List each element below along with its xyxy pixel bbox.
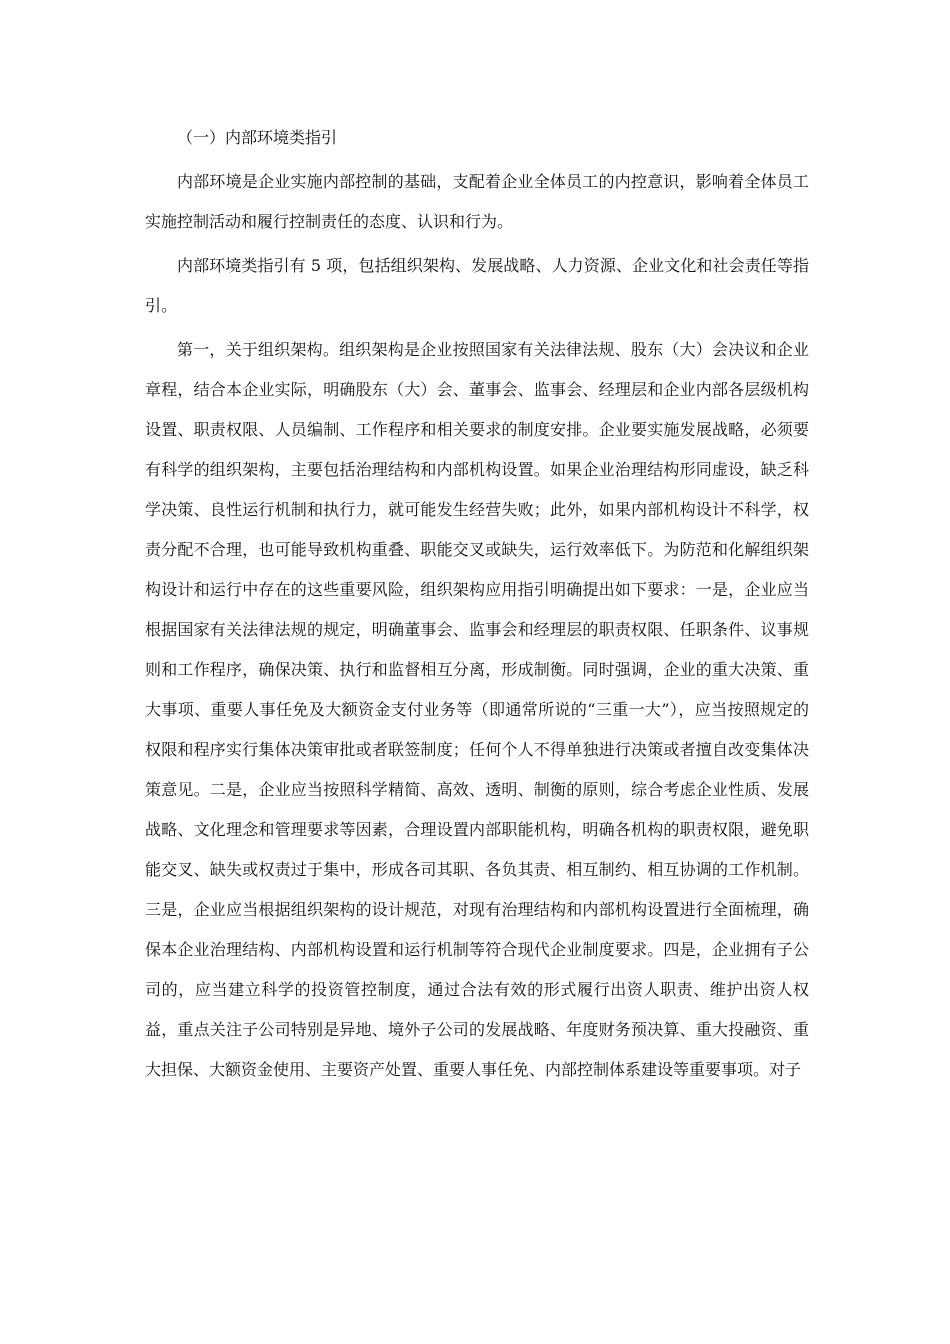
document-page bbox=[145, 118, 809, 1090]
paragraph-internal-environment: 内部环境是企业实施内部控制的基础，支配着企业全体员工的内控意识，影响着全体员工实施控制活动和履行控制责任的态度、认识和行为。 bbox=[145, 172, 809, 231]
paragraph-guideline-count: 内部环境类指引有 5 项，包括组织架构、发展战略、人力资源、企业文化和社会责任等指引。 bbox=[145, 256, 809, 315]
section-heading: （一）内部环境类指引 bbox=[177, 128, 338, 147]
paragraph-organizational-structure: 第一，关于组织架构。组织架构是企业按照国家有关法律法规、股东（大）会决议和企业章程，结合本企业实际，明确股东（大）会、董事会、监事会、经理层和企业内部各层级机构设置、职责权限、人员编制、工作程序和相关要求的制度安排。企业要实施发展战略，必须要有科学的组织架构，主要包括治理结构和内部机构设置。如果企业治理结构形同虚设，缺乏科学决策、良性运行机制和执行力，就可能发生经营失败；此外，如果内部机构设计不科学，权责分配不合理，也可能导致机构重叠、职能交叉或缺失，运行效率低下。为防范和化解组织架构设计和运行中存在的这些重要风险，组织架构应用指引明确提出如下要求：一是，企业应当根据国家有关法律法规的规定，明确董事会、监事会和经理层的职责权限、任职条件、议事规则和工作程序，确保决策、执行和监督相互分离，形成制衡。同时强调，企业的重大决策、重大事项、重要人事任免及大额资金支付业务等（即通常所说的“三重一大”），应当按照规定的权限和程序实行集体决策审批或者联签制度；任何个人不得单独进行决策或者擅自改变集体决策意见。二是，企业应当按照科学精简、高效、透明、制衡的原则，综合考虑企业性质、发展战略、文化理念和管理要求等因素，合理设置内部职能机构，明确各机构的职责权限，避免职能交叉、缺失或权责过于集中，形成各司其职、各负其责、相互制约、相互协调的工作机制。三是，企业应当根据组织架构的设计规范，对现有治理结构和内部机构设置进行全面梳理，确保本企业治理结构、内部机构设置和运行机制等符合现代企业制度要求。四是，企业拥有子公司的，应当建立科学的投资管控制度，通过合法有效的形式履行出资人职责、维护出资人权益，重点关注子公司特别是异地、境外子公司的发展战略、年度财务预决算、重大投融资、重大担保、大额资金使用、主要资产处置、重要人事任免、内部控制体系建设等重要事项。对子 bbox=[145, 340, 809, 1079]
